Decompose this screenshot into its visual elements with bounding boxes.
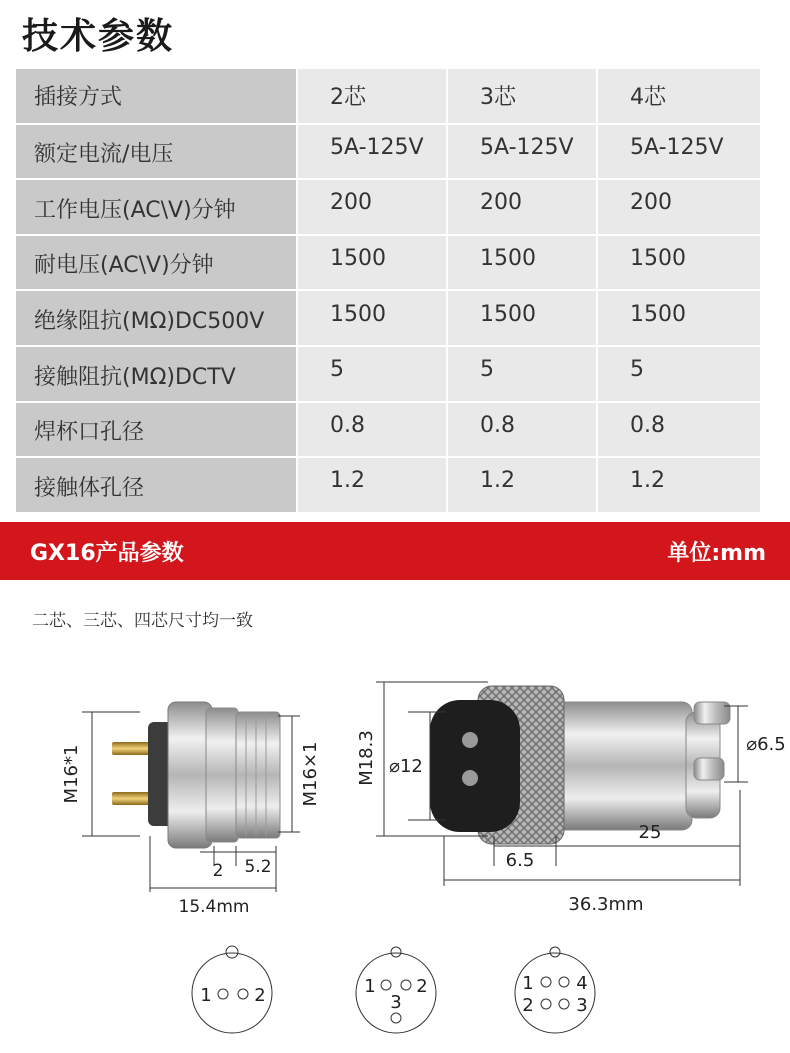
pin-3core-2: 2 bbox=[416, 976, 428, 997]
cell-4core: 1.2 bbox=[598, 458, 760, 512]
cell-2core: 0.8 bbox=[298, 403, 446, 457]
cell-2core: 5 bbox=[298, 347, 446, 401]
cell-2core: 2芯 bbox=[298, 69, 446, 123]
cell-4core: 5 bbox=[598, 347, 760, 401]
dim-6-5: 6.5 bbox=[505, 850, 535, 871]
row-label: 耐电压(AC\V)分钟 bbox=[16, 236, 296, 290]
cell-3core: 200 bbox=[448, 180, 596, 234]
table-row bbox=[16, 69, 774, 123]
pin-4core-3: 3 bbox=[576, 995, 588, 1016]
panel-connector-image bbox=[112, 702, 280, 848]
row-label: 接触阻抗(MΩ)DCTV bbox=[16, 347, 296, 401]
cell-3core: 1.2 bbox=[448, 458, 596, 512]
table-row bbox=[16, 291, 774, 345]
cell-3core: 5A-125V bbox=[448, 125, 596, 179]
cell-4core: 4芯 bbox=[598, 69, 760, 123]
cell-2core: 5A-125V bbox=[298, 125, 446, 179]
dim-m16-left: M16*1 bbox=[61, 744, 82, 804]
pin-4core-2: 2 bbox=[522, 995, 534, 1016]
page-title: 技术参数 bbox=[22, 16, 175, 57]
size-note: 二芯、三芯、四芯尺寸均一致 bbox=[32, 611, 253, 631]
table-row bbox=[16, 125, 774, 179]
table-row bbox=[16, 403, 774, 457]
dim-m16-right: M16×1 bbox=[300, 741, 321, 807]
banner-title: GX16产品参数 bbox=[30, 540, 184, 566]
spec-table bbox=[16, 69, 774, 514]
cell-4core: 1500 bbox=[598, 236, 760, 290]
cell-3core: 0.8 bbox=[448, 403, 596, 457]
dim-36-3: 36.3mm bbox=[568, 894, 644, 915]
dim-phi6-5: ⌀6.5 bbox=[746, 734, 786, 755]
table-row bbox=[16, 458, 774, 512]
row-label: 焊杯口孔径 bbox=[16, 403, 296, 457]
dim-m18-3: M18.3 bbox=[356, 730, 377, 786]
row-label: 插接方式 bbox=[16, 69, 296, 123]
dim-phi12: ⌀12 bbox=[389, 756, 423, 777]
cell-3core: 1500 bbox=[448, 291, 596, 345]
row-label: 绝缘阻抗(MΩ)DC500V bbox=[16, 291, 296, 345]
dim-2: 2 bbox=[212, 861, 224, 881]
cell-3core: 5 bbox=[448, 347, 596, 401]
cell-2core: 1500 bbox=[298, 291, 446, 345]
cell-4core: 5A-125V bbox=[598, 125, 760, 179]
dim-5-2: 5.2 bbox=[244, 857, 272, 877]
cell-4core: 1500 bbox=[598, 291, 760, 345]
row-label: 额定电流/电压 bbox=[16, 125, 296, 179]
table-row bbox=[16, 347, 774, 401]
pin-4core-4: 4 bbox=[576, 973, 588, 994]
cell-2core: 1500 bbox=[298, 236, 446, 290]
row-label: 工作电压(AC\V)分钟 bbox=[16, 180, 296, 234]
pin-2core-2: 2 bbox=[254, 985, 266, 1006]
dim-15-4: 15.4mm bbox=[178, 897, 250, 917]
cell-4core: 200 bbox=[598, 180, 760, 234]
dimension-drawing bbox=[0, 640, 790, 1053]
cell-2core: 200 bbox=[298, 180, 446, 234]
dim-25: 25 bbox=[638, 822, 662, 843]
pin-3core-3: 3 bbox=[390, 992, 402, 1013]
table-row bbox=[16, 180, 774, 234]
cell-4core: 0.8 bbox=[598, 403, 760, 457]
unit-label: 单位:mm bbox=[667, 540, 766, 566]
cable-connector-image bbox=[430, 686, 730, 844]
product-params-banner bbox=[0, 522, 790, 580]
cell-2core: 1.2 bbox=[298, 458, 446, 512]
cell-3core: 1500 bbox=[448, 236, 596, 290]
cell-3core: 3芯 bbox=[448, 69, 596, 123]
row-label: 接触体孔径 bbox=[16, 458, 296, 512]
table-row bbox=[16, 236, 774, 290]
pin-3core-1: 1 bbox=[364, 976, 376, 997]
pin-4core-1: 1 bbox=[522, 973, 534, 994]
pin-2core-1: 1 bbox=[200, 985, 212, 1006]
